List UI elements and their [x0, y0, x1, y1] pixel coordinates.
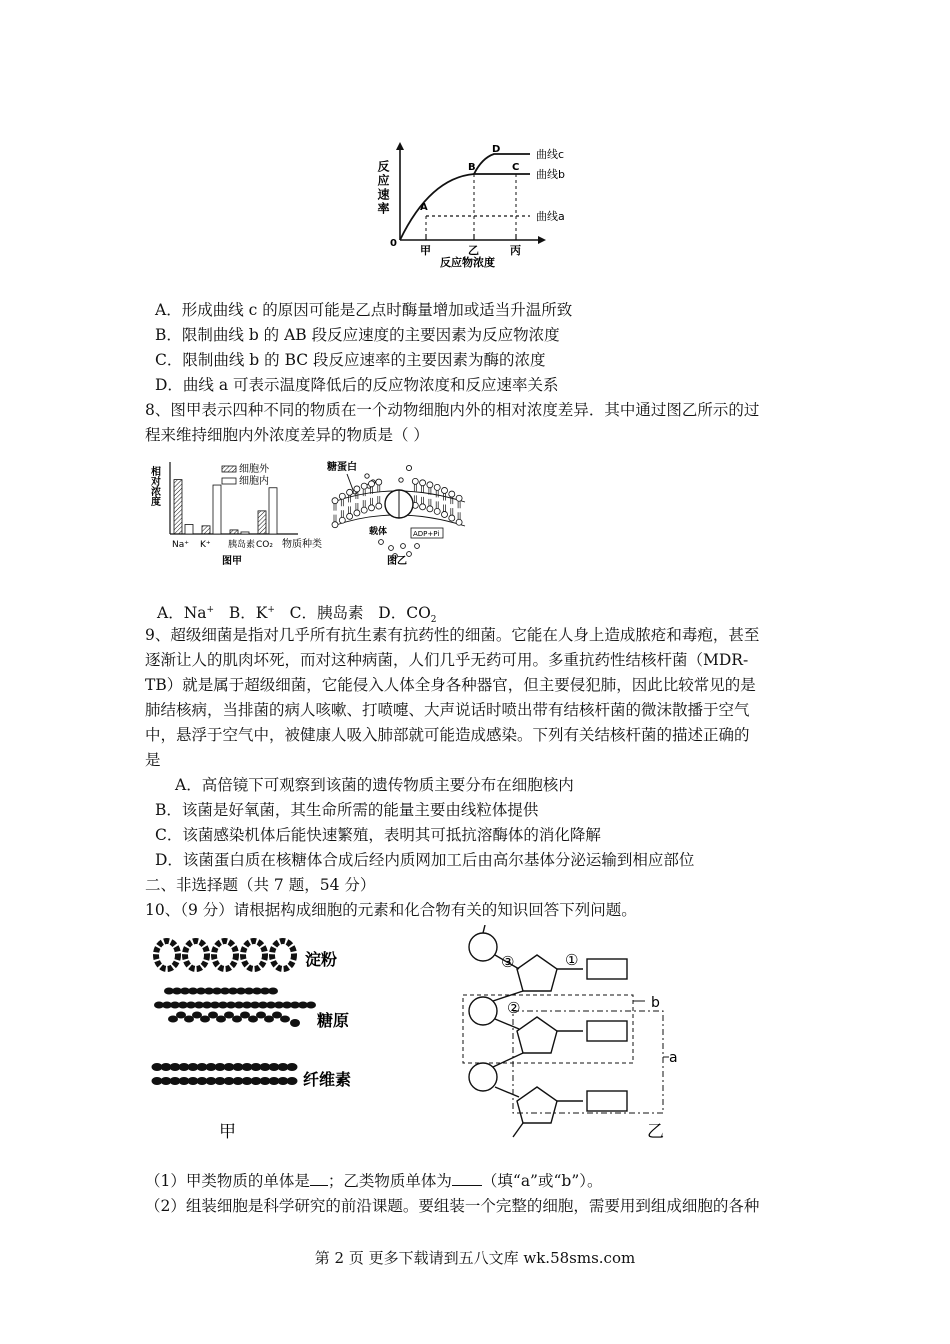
- bar-inside-2: [241, 532, 249, 534]
- glycogen-unit: [176, 1012, 186, 1019]
- nucleotide-chain-figure: [455, 925, 680, 1145]
- box-a: [513, 1011, 663, 1113]
- x-axis-label: 反应物浓度: [440, 256, 495, 269]
- q10-blank-2[interactable]: [452, 1171, 482, 1186]
- backbone-top: [483, 925, 485, 933]
- bar-category-label-2: 胰岛素: [228, 540, 256, 550]
- glycoprotein-label: 糖蛋白: [327, 462, 357, 473]
- lipid-head-outer: [361, 483, 367, 489]
- q9-stem-line-4: 肺结核病，当排菌的病人咳嗽、打喷嚏、大声说话时喷出带有结核杆菌的微沫散播于空气: [145, 701, 750, 719]
- q10-title: 10、（9 分）请根据构成细胞的元素和化合物有关的知识回答下列问题。: [145, 901, 637, 919]
- bar-chart-ylabel: 相对浓度: [148, 466, 160, 506]
- bar-outside-2: [230, 530, 238, 534]
- q7-option-d: D．曲线 a 可表示温度降低后的反应物浓度和反应速率关系: [155, 376, 559, 394]
- sugar-1: [517, 955, 557, 991]
- cellulose-label: 纤维素: [303, 1070, 352, 1089]
- glycogen-unit: [168, 1016, 178, 1023]
- bar-inside-3: [269, 488, 277, 534]
- lipid-head-outer: [420, 480, 426, 486]
- lipid-head-outer: [434, 484, 440, 490]
- starch-coil: [272, 941, 294, 969]
- lipid-head-inner: [434, 508, 440, 514]
- q10-part-1-text-c: （填“a”或“b”）。: [481, 1172, 603, 1190]
- y-axis-label-text: 反应速率: [376, 160, 390, 216]
- q7-option-c: C．限制曲线 b 的 BC 段反应速率的主要因素为酶的浓度: [155, 351, 546, 369]
- lipid-head-outer: [369, 481, 375, 487]
- backbone-bottom: [513, 1123, 523, 1137]
- q9-option-b: B．该菌是好氧菌，其生命所需的能量主要由线粒体提供: [155, 801, 539, 819]
- lipid-head-outer: [449, 491, 455, 497]
- glycogen-unit: [224, 1012, 234, 1019]
- glycogen-unit: [200, 1016, 210, 1023]
- curve-c: [474, 154, 530, 174]
- q8-option-b: B．K+: [228, 604, 275, 623]
- q8-option-a: A．Na+: [157, 604, 215, 623]
- carrier-label: 载体: [369, 527, 388, 537]
- glycogen-unit: [290, 1019, 300, 1027]
- energy-label: ADP+Pi: [413, 530, 440, 538]
- glycogen-unit: [272, 1012, 282, 1019]
- lipid-head-outer: [456, 495, 462, 501]
- concentration-bar-chart: [148, 458, 328, 570]
- bar-inside-0: [185, 524, 193, 534]
- x-tick-label-jia: 甲: [420, 244, 431, 257]
- glycogen-unit: [192, 1012, 202, 1019]
- lipid-head-inner: [442, 511, 448, 517]
- q9-option-a: A．高倍镜下可观察到该菌的遗传物质主要分布在细胞核内: [175, 776, 574, 794]
- q8-stem-line-1: 8、图甲表示四种不同的物质在一个动物细胞内外的相对浓度差异．其中通过图乙所示的过: [145, 401, 760, 419]
- q9-stem-line-3: TB）就是属于超级细菌，它能侵入人体全身各种器官，但主要侵犯肺，因此比较常见的是: [145, 676, 756, 694]
- marker-1: ①: [565, 951, 579, 969]
- cellulose-unit: [287, 1063, 298, 1071]
- lipid-head-outer: [332, 498, 338, 504]
- starch-coil: [243, 941, 265, 969]
- point-b-label: B: [468, 162, 476, 173]
- glycoprotein-chain: [347, 474, 353, 490]
- box-a-label: a: [669, 1050, 678, 1066]
- bond-phosphate-sugar-3: [495, 1087, 519, 1097]
- q8-option-c: C．胰岛素: [289, 604, 364, 623]
- base-2: [587, 1021, 627, 1041]
- glycogen-unit: [208, 1012, 218, 1019]
- q10-part-1: [145, 1170, 603, 1192]
- q7-option-b: B．限制曲线 b 的 AB 段反应速度的主要因素为反应物浓度: [155, 326, 560, 344]
- bond-sugar-phosphate-2: [493, 1053, 523, 1067]
- glycogen-label: 糖原: [317, 1011, 350, 1030]
- legend-label-inside: 细胞内: [239, 476, 269, 487]
- lipid-head-inner: [339, 517, 345, 523]
- glycogen-structure: [154, 988, 316, 1028]
- x-axis-arrow: [538, 236, 546, 244]
- lipid-head-inner: [456, 519, 462, 525]
- membrane-caption: 图乙: [387, 556, 407, 567]
- lipid-head-inner: [376, 503, 382, 509]
- q9-option-d: D．该菌蛋白质在核糖体合成后经内质网加工后由高尔基体分泌运输到相应部位: [155, 851, 695, 869]
- base-3: [587, 1091, 627, 1111]
- nucleotide-caption: 乙: [647, 1122, 664, 1142]
- phosphate-2: [469, 997, 497, 1025]
- lipid-head-inner: [361, 507, 367, 513]
- x-tick-label-bing: 丙: [510, 244, 521, 257]
- glycogen-unit: [268, 988, 278, 995]
- bar-category-label-0: Na⁺: [172, 540, 189, 550]
- bar-chart-caption: 图甲: [222, 556, 242, 567]
- glycogen-unit: [216, 1016, 226, 1023]
- bar-inside-1: [213, 485, 221, 534]
- lipid-head-outer: [339, 493, 345, 499]
- base-1: [587, 959, 627, 979]
- page-footer: 第 2 页 更多下载请到五八文库 wk.58sms.com: [314, 1249, 636, 1267]
- q8-option-d: D．$CO_2$: [378, 604, 437, 626]
- box-b-label: b: [651, 995, 660, 1011]
- starch-coil: [214, 941, 236, 969]
- y-axis-arrow: [396, 142, 404, 150]
- curve-c-label: 曲线c: [536, 148, 565, 161]
- bar-chart-xlabel: 物质种类: [282, 539, 322, 550]
- lipid-head-inner: [369, 505, 375, 511]
- lipid-head-outer: [427, 482, 433, 488]
- lipid-head-outer: [412, 478, 418, 484]
- lipid-head-outer: [376, 479, 382, 485]
- q9-stem-line-6: 是: [145, 751, 161, 769]
- q10-part-2: （2）组装细胞是科学研究的前沿课题。要组装一个完整的细胞，需要用到组成细胞的各种: [145, 1197, 760, 1215]
- polysaccharide-figure: [145, 925, 395, 1145]
- sugar-2: [517, 1017, 557, 1053]
- glycogen-unit: [240, 1012, 250, 1019]
- origin-label: 0: [390, 238, 397, 249]
- glycogen-unit: [306, 1002, 316, 1009]
- lipid-head-inner: [427, 506, 433, 512]
- phosphate-1: [469, 933, 497, 961]
- polysaccharide-caption: 甲: [219, 1122, 236, 1142]
- x-tick-label-yi: 乙: [468, 244, 479, 257]
- point-c-label: C: [512, 162, 520, 173]
- q9-stem-line-5: 中，悬浮于空气中，被健康人吸入肺部就可能造成感染。下列有关结核杆菌的描述正确的: [145, 726, 750, 744]
- membrane-transport-figure: [325, 458, 475, 570]
- lipid-head-outer: [354, 486, 360, 492]
- legend-swatch-outside: [222, 466, 236, 472]
- y-axis-label: [376, 159, 390, 216]
- bar-outside-0: [174, 480, 182, 534]
- lipid-head-outer: [442, 487, 448, 493]
- section-two-heading: 二、非选择题（共 7 题，54 分）: [145, 876, 376, 894]
- lipid-head-inner: [332, 522, 338, 528]
- marker-2: ②: [507, 999, 521, 1017]
- bond-phosphate-sugar-2: [495, 1019, 519, 1029]
- q9-option-c: C．该菌感染机体后能快速繁殖，表明其可抵抗溶酶体的消化降解: [155, 826, 601, 844]
- q10-part-1-text-b: ；乙类物质单体为: [327, 1172, 452, 1190]
- bar-outside-1: [202, 526, 210, 534]
- lipid-head-inner: [347, 513, 353, 519]
- glycogen-unit: [264, 1016, 274, 1023]
- starch-coil: [185, 941, 207, 969]
- sugar-3: [517, 1087, 557, 1123]
- point-a-label: A: [420, 202, 428, 213]
- glycogen-unit: [248, 1016, 258, 1023]
- marker-3: ③: [501, 953, 515, 971]
- lipid-head-inner: [420, 504, 426, 510]
- q7-option-a: A．形成曲线 c 的原因可能是乙点时酶量增加或适当升温所致: [155, 301, 573, 319]
- q10-part-1-text-a: （1）甲类物质的单体是: [145, 1172, 310, 1190]
- bar-category-label-1: K⁺: [200, 540, 211, 550]
- legend-swatch-inside: [222, 478, 236, 484]
- starch-coil: [156, 941, 178, 969]
- glycogen-unit: [184, 1016, 194, 1023]
- cellulose-unit: [287, 1077, 298, 1085]
- phosphate-3: [469, 1063, 497, 1091]
- bar-outside-3: [258, 511, 266, 534]
- glycogen-unit: [256, 1012, 266, 1019]
- lipid-head-outer: [347, 489, 353, 495]
- bar-category-label-3: CO₂: [256, 540, 273, 550]
- lipid-head-inner: [354, 510, 360, 516]
- q9-stem-line-2: 逐渐让人的肌肉坏死，而对这种病菌，人们几乎无药可用。多重抗药性结核杆菌（MDR-: [145, 651, 749, 669]
- glycogen-unit: [232, 1016, 242, 1023]
- reaction-rate-figure: [370, 138, 580, 270]
- lipid-head-inner: [449, 515, 455, 521]
- q8-stem-line-2: 程来维持细胞内外浓度差异的物质是（ ）: [145, 426, 429, 444]
- starch-label: 淀粉: [305, 950, 338, 969]
- glycogen-unit: [280, 1016, 290, 1023]
- curve-a-label: 曲线a: [536, 210, 565, 223]
- q10-blank-1[interactable]: [310, 1171, 328, 1186]
- starch-structure: [156, 941, 294, 969]
- legend-label-outside: 细胞外: [239, 464, 269, 475]
- cellulose-structure: [152, 1063, 298, 1085]
- point-d-label: D: [492, 144, 501, 155]
- curve-b-label: 曲线b: [536, 168, 565, 181]
- q9-stem-line-1: 9、超级细菌是指对几乎所有抗生素有抗药性的细菌。它能在人身上造成脓疮和毒疱，甚至: [145, 626, 760, 644]
